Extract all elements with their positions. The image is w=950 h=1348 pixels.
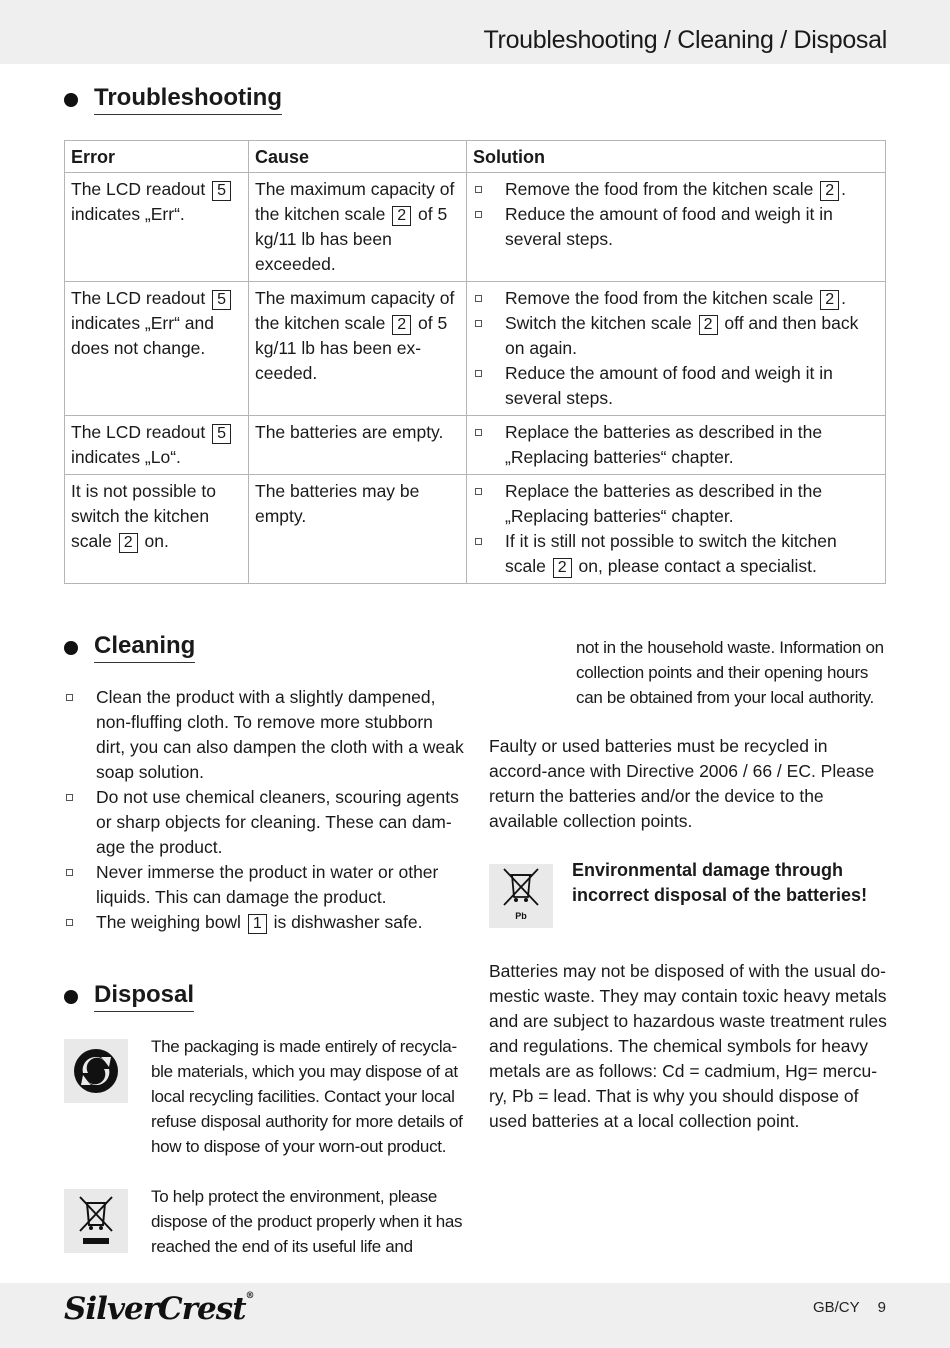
packaging-text: The packaging is made entirely of recycla-ble materials, which you may dispose of at local recycling facilities. Contact your local refuse disposal authority for more details of how to dispose of your worn-out product. <box>151 1037 463 1156</box>
checkbox-square-icon <box>66 694 73 701</box>
checkbox-square-icon <box>66 869 73 876</box>
part-number-reference: 5 <box>212 290 231 310</box>
solution-item: Remove the food from the kitchen scale 2 . <box>473 286 879 311</box>
table-row <box>65 282 886 416</box>
troubleshooting-table <box>64 140 886 584</box>
solution-cell <box>467 475 886 584</box>
cleaning-item: Do not use chemical cleaners, scouring agents or sharp objects for cleaning. These can dam-age the product. <box>64 785 464 860</box>
solution-item: Remove the food from the kitchen scale 2 . <box>473 177 879 202</box>
error-cell: It is not possible to switch the kitchen scale 2 on. <box>65 475 249 584</box>
region-code: GB/CY <box>812 1299 860 1316</box>
solution-item: Replace the batteries as described in the „Replacing batteries“ chapter. <box>473 420 879 470</box>
error-cell: The LCD readout 5 indicates „Err“ and does not change. <box>65 282 249 416</box>
column-header-cause: Cause <box>249 141 467 173</box>
cause-cell: The batteries are empty. <box>249 416 467 475</box>
bullet-dot-icon <box>64 990 78 1004</box>
environmental-warning-title: Environmental damage through incorrect disposal of the batteries! <box>572 860 868 905</box>
part-number-reference: 5 <box>212 181 231 201</box>
solution-item: If it is still not possible to switch the kitchen scale 2 on, please contact a specialist. <box>473 529 879 579</box>
cleaning-heading: Cleaning <box>64 632 195 663</box>
batteries-directive-text: Faulty or used batteries must be recycled in accord-ance with Directive 2006 / 66 / EC. Please return the batteries and/or the device to the available collection points. <box>489 736 875 831</box>
checkbox-square-icon <box>475 538 482 545</box>
troubleshooting-heading: Troubleshooting <box>64 84 282 115</box>
checkbox-square-icon <box>475 211 482 218</box>
solution-item: Reduce the amount of food and weigh it in several steps. <box>473 202 879 252</box>
checkbox-square-icon <box>66 794 73 801</box>
part-number-reference: 2 <box>392 315 411 335</box>
solution-cell <box>467 416 886 475</box>
page-number: 9 <box>877 1299 886 1316</box>
table-row <box>65 416 886 475</box>
checkbox-square-icon <box>475 320 482 327</box>
cleaning-item: The weighing bowl 1 is dishwasher safe. <box>64 910 464 935</box>
part-number-reference: 2 <box>820 181 839 201</box>
disposal-continued-text: not in the household waste. Information on collection points and their opening hours can be obtained from your local authority. <box>576 638 884 707</box>
part-number-reference: 1 <box>248 914 267 934</box>
disposal-heading: Disposal <box>64 981 194 1012</box>
solution-item: Reduce the amount of food and weigh it in several steps. <box>473 361 879 411</box>
cause-cell: The maximum capacity of the kitchen scale 2 of 5 kg/11 lb has been exceeded. <box>249 173 467 282</box>
column-header-error: Error <box>65 141 249 173</box>
part-number-reference: 5 <box>212 424 231 444</box>
checkbox-square-icon <box>66 919 73 926</box>
table-row <box>65 475 886 584</box>
cause-cell: The batteries may be empty. <box>249 475 467 584</box>
checkbox-square-icon <box>475 295 482 302</box>
part-number-reference: 2 <box>553 558 572 578</box>
pb-label: Pb <box>515 911 527 921</box>
header-title: Troubleshooting / Cleaning / Disposal <box>483 26 887 54</box>
part-number-reference: 2 <box>119 533 138 553</box>
crossed-out-wheelie-bin-icon <box>64 1189 128 1253</box>
part-number-reference: 2 <box>820 290 839 310</box>
cleaning-list <box>64 685 464 935</box>
cleaning-item: Clean the product with a slightly dampened, non-fluffing cloth. To remove more stubborn dirt, you can also dampen the cloth with a weak soap solution. <box>64 685 464 785</box>
part-number-reference: 2 <box>699 315 718 335</box>
solution-cell <box>467 282 886 416</box>
checkbox-square-icon <box>475 370 482 377</box>
cleaning-section <box>64 685 464 935</box>
table-row <box>65 173 886 282</box>
checkbox-square-icon <box>475 186 482 193</box>
solution-item: Replace the batteries as described in the „Replacing batteries“ chapter. <box>473 479 879 529</box>
footer-info <box>813 1299 886 1316</box>
table-header-row <box>65 141 886 173</box>
column-header-solution: Solution <box>467 141 886 173</box>
bullet-dot-icon <box>64 93 78 107</box>
cleaning-item: Never immerse the product in water or other liquids. This can damage the product. <box>64 860 464 910</box>
cause-cell: The maximum capacity of the kitchen scale 2 of 5 kg/11 lb has been ex-ceeded. <box>249 282 467 416</box>
checkbox-square-icon <box>475 488 482 495</box>
solution-item: Switch the kitchen scale 2 off and then back on again. <box>473 311 879 361</box>
battery-bin-pb-icon <box>489 864 553 928</box>
error-cell: The LCD readout 5 indicates „Lo“. <box>65 416 249 475</box>
checkbox-square-icon <box>475 429 482 436</box>
protect-environment-text: To help protect the environment, please dispose of the product properly when it has reached the end of its useful life and <box>151 1187 463 1256</box>
green-dot-recycling-icon <box>64 1039 128 1103</box>
silvercrest-logo: SilverCrest® <box>64 1291 254 1327</box>
part-number-reference: 2 <box>392 206 411 226</box>
error-cell: The LCD readout 5 indicates „Err“. <box>65 173 249 282</box>
bullet-dot-icon <box>64 641 78 655</box>
batteries-warning-text: Batteries may not be disposed of with the usual do-mestic waste. They may contain toxic heavy metals and are subject to hazardous waste treatment rules and regulations. The chemical symbols for heavy metals are as follows: Cd = cadmium, Hg= mercu-ry, Pb = lead. That is why you should dispose of used batteries at a local collection point. <box>489 961 887 1131</box>
solution-cell <box>467 173 886 282</box>
